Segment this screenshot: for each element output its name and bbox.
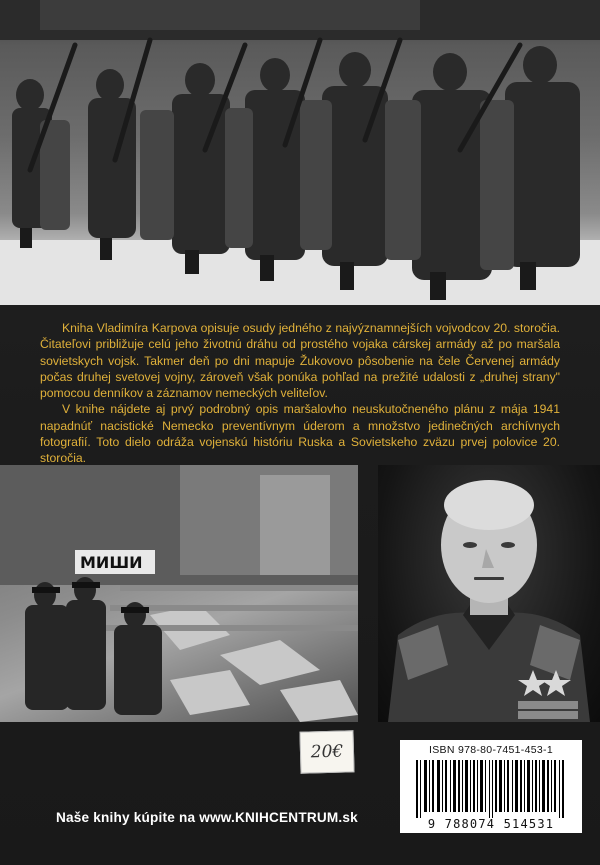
barcode-bars <box>416 760 566 818</box>
isbn-barcode <box>400 740 582 833</box>
officers-ruins-photo <box>0 465 358 722</box>
store-footer-text: Naše knihy kúpite na www.KNIHCENTRUM.sk <box>56 810 358 825</box>
description-paragraph-1: Kniha Vladimíra Karpova opisuje osudy jedného z najvýznamnejších vojvodcov 20. storočia. Čitateľovi približuje celú jeho životnú dráhu od prostého vojaka cárskej armády až po maršala sovietskych vojsk. Takmer deň po dni mapuje Žukovovo pôsobenie na čele Červenej armády počas druhej svetovej vojny, zároveň však ponúka pohľad na prežité udalosti z „druhej strany" pomocou denníkov a záznamov nemeckých veliteľov. <box>40 321 560 401</box>
marshal-portrait-photo <box>378 465 600 722</box>
price-sticker: 20€ <box>299 730 354 773</box>
isbn-label: ISBN 978-80-7451-453-1 <box>429 744 553 756</box>
sign-text: МИШИ <box>80 553 143 572</box>
description-paragraph-2: V knihe nájdete aj prvý podrobný opis maršalovho neuskutočneného plánu z mája 1941 napadnúť nacistické Nemecko preventívnym úderom a množstvo jedinečných archívnych fotografií. Toto dielo odráža vojenskú históriu Ruska a Sovietskeho zväzu prvej polovice 20. storočia. <box>40 402 560 466</box>
barcode-digits: 9 788074 514531 <box>427 817 555 831</box>
marching-soldiers-photo <box>0 0 600 305</box>
book-description <box>40 320 560 467</box>
